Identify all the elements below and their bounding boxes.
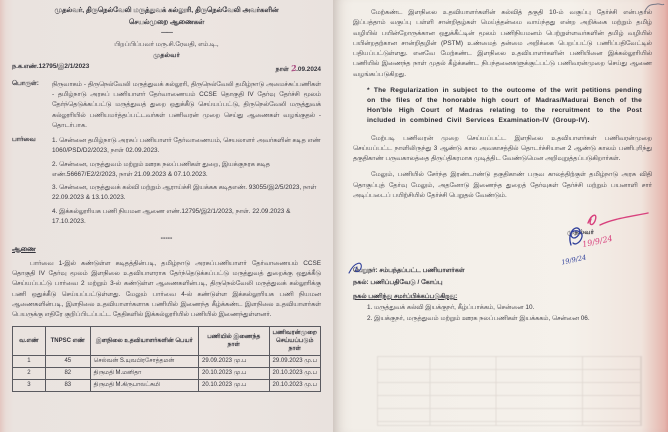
right-paragraph-3: மேலும், பணியில் சேர்ந்த இரண்டாண்டு தகுதிகாண் பருவ காலத்திற்குள் தமிழ்நாடு அரசு விதி தொகுப்புத் தேர்வு மேலும், அதனோடு இணைந்த துறைத் தேர்வுகள் தேர்ச்சி மற்றும் பயனாளி சார் அடிப்படைப் பயிற்சியில் தேர்ச்சி பெறுதல் வேண்டும்.: [353, 171, 652, 199]
table-cell-name: செல்வன் S.யுவபிரசோத்தமன்: [90, 355, 198, 367]
signature-blue: [561, 223, 595, 267]
right-paragraph-1: மேற்கண்ட இளநிலை உதவியாளர்களின் கல்வித் தகுதி 10-ம் வகுப்பு தேர்ச்சி என்பதால் இப்பத்தாம் வகுப்பு பள்ளி சான்றிதழ்கள் மெய்த்தன்மை வாய்ந்தது என்ற அறிக்கை மற்றும் தமிழ் வழியில் பயின்றோருக்கான ஒதுக்கீட்டின் மூலம் பணிநியமனம் பெற்றுள்ளவர்களின் தமிழ் வழியில் பயின்றதற்கான சான்றிதழின் (PSTM) உண்மைத் தன்மை அறிக்கை பெறப்பட்டு பணிப்பதிவேட்டில் பதியப்பட்டுள்ளது. எனவே மேற்கண்ட இளநிலை உதவியாளர்களின் பணியினை இக்கல்லூரியில் பணியில் இணைந்த நாள் முதல் கீழ்க்கண்ட நிபந்தனைகளுக்குட்பட்டு பணிவரன்முறை செய்து ஆணை வழங்கப்படுகிறது.: [353, 9, 652, 78]
subject-block: [12, 80, 321, 131]
table-header-cell: இளநிலை உதவியாளர்களின் பெயர்: [90, 327, 198, 355]
order-heading: ஆணை: [12, 246, 36, 253]
pink-signature-date: 19/9/24: [581, 234, 614, 250]
right-paragraph-2: மேற்படி பணிவரன் முறை செய்யப்பட்ட இளநிலை உதவியாளர்கள் பணிவரன்முறை செய்யப்பட்ட நாளிலிருந்து 3 ஆண்டு கால அவகாசத்தில் தொடர்ச்சியான 2 ஆண்டு காலம் பணிபுரிந்து தகுதிகாண் பருவகாலத்தை திருப்திகரமாக முடித்திட வேண்டுமென அறிவுறுத்தப்படுகிறார்கள்.: [353, 134, 652, 163]
header-divider: ——: [161, 29, 172, 37]
signatory-title: முதல்வர்: [567, 229, 594, 237]
table-row: [13, 379, 321, 391]
left-header-line1: முதல்வர், திருநெல்வேலி மருத்துவக் கல்லூரி, திருநெல்வேலி அவர்களின்: [54, 7, 279, 14]
order-paragraph: பார்வை 1-இல் கண்டுள்ள கடிதத்தின்படி, தமிழ்நாடு அரசுப்பணியாளர் தேர்வாணையம் CCSE தொகுதி IV தேர்வு மூலம் இளநிலை உதவியாளராக தேர்ந்தெடுக்கப்பட்டு மருத்துவத் துறைக்கு ஒதுக்கீடு செய்யப்பட்டு பார்வை 2 மற்றும் 3-ல் கண்டுள்ள ஆணைகளின்படி, திருநெல்வேலி மருத்துவக் கல்லூரிக்கு பணி ஒதுக்கீடு செய்யப்பட்டுள்ளது. மேலும் பார்வை 4-ல் கண்டுள்ள இக்கல்லூரியக பணி நியமன ஆணைகளின்படி, இளநிலை உதவியாளர்களாக பணியில் இணைந்த கீழ்க்கண்ட இளநிலை உதவியாளர்கள் பெயருக்கு எதிரே குறிப்பிடப்பட்ட தேதிகளில் இக்கல்லூரியில் பணியில் இணைந்துள்ளனர்.: [12, 259, 321, 319]
table-row: [13, 367, 321, 379]
officer-title: முதல்வர்: [153, 51, 180, 59]
left-header-line2: செயல்முறை ஆணைகள்: [128, 18, 205, 26]
table-cell-serial: 1: [13, 355, 46, 367]
subject-label: பொருள்:: [12, 79, 39, 87]
table-header-cell: பணிவரன்முறை செய்யப்படும் நாள்: [269, 327, 320, 355]
table-cell-tnpsc: 45: [45, 355, 90, 367]
to-line-text: பெறுநர்: சம்பந்தப்பட்ட பணியாளர்கள்: [353, 267, 465, 275]
table-cell-name: திருமதி M.மனிதா: [90, 367, 198, 379]
table-cell-serial: 3: [13, 379, 46, 391]
table-header-cell: TNPSC எண்: [45, 327, 90, 355]
blue-signature-scribble-icon: [561, 223, 595, 249]
blue-signature-date: 19/9/24: [560, 253, 587, 267]
table-header-cell: வ.எண்: [13, 327, 46, 355]
page-left: [0, 0, 333, 432]
reference-item: 3. சென்னை, மருத்துவக் கல்வி மற்றும் ஆராய்ச்சி இயக்கக கடிதஎண். 93055/இ2/5/2023, நாள் 22.09.2023 & 13.10.2023.: [52, 184, 317, 202]
date-label: நாள்: [275, 65, 289, 73]
references-label: பார்வை: [12, 136, 36, 143]
date-rest: .09.2024: [296, 65, 321, 73]
handwritten-date-digit: 2: [289, 62, 297, 74]
table-header-cell: பணியில் இணைந்த நாள்: [198, 327, 269, 355]
table-cell-name: திருமதி M.கிருபாலட்சுமி: [90, 379, 198, 391]
file-reference-number: ந.க.எண்.12795/இ2/1/2023: [12, 62, 90, 70]
subject-text: நிருவாகம் - திருநெல்வேலி மருத்துவக் கல்லூரி, திருநெல்வேலி தமிழ்நாடு அமைச்சுப்பணிகள் - தமிழ்நாடு அரசுப் பணியாளர் தேர்வாணையம் CCSE தொகுதி IV தேர்வு தேர்ச்சி மூலம் தேர்ந்தெடுக்கப்பட்டு மருத்துவத் துறை ஒதுக்கீடு செய்யப்பட்டு, திருநெல்வேலி மருத்துவக் கல்லூரியில் பணியமர்த்தப்பட்டவர்கள் பணிவரன் முறை செய்து ஆணைகள் வழங்குதல் - தொடர்பாக.: [52, 80, 321, 129]
reference-item: 2. சென்னை, மருத்துவம் மற்றும் ஊரக நலப்பணிகள் துறை, இயக்குநரக கடித எண்.56667/E2/2/2023, நாள் 21.09.2023 & 07.10.2023.: [52, 160, 270, 178]
corner-pen-mark: [643, 1, 665, 15]
table-cell-joined: 20.10.2023 மு.ப: [198, 367, 269, 379]
assistants-table: [12, 326, 321, 392]
reference-item: 1. சென்னை தமிழ்நாடு அரசுப் பணியாளர் தேர்வாணையம், செயலாளர் அவர்களின் கடித எண் 1060/PSD/D2/2023, நாள் 02.09.2023.: [52, 137, 321, 155]
english-regularization-note: * The Regularization in subject to the outcome of the writ petitions pending on the files of the honorable high court of Madras/Madurai Bench of the Hon'ble High Court of Madras relating to the recruitment to the Post included in combined Civil Services Examination-IV (Group-IV).: [367, 86, 642, 125]
table-cell-regularized: 29.09.2023 மு.ப: [269, 355, 320, 367]
date-line: [276, 63, 321, 74]
blue-pen-loop-icon: [347, 260, 371, 276]
section-divider: -----: [160, 235, 173, 242]
references-block: [12, 136, 321, 230]
bleed-through-ghost-table: [377, 356, 642, 426]
copy-line: நகல்: பணிப்பதிவேடு / கோப்பு: [353, 279, 443, 287]
table-header-row: [13, 327, 321, 355]
table-cell-tnpsc: 82: [45, 367, 90, 379]
table-row: [13, 355, 321, 367]
submitted-heading: நகல் பணிந்து சமர்ப்பிக்கப்படுகிறது:: [353, 293, 458, 301]
reference-number-row: [12, 63, 321, 74]
table-cell-joined: 20.10.2023 மு.ப: [198, 379, 269, 391]
page-right: [333, 0, 668, 432]
officer-name-line: பிறப்பிப்பவர் மரு.சி.ரேவதி, எம்.டி.,: [114, 40, 219, 48]
reference-item: 4. இக்கல்லூரியக பணி நியமன ஆணை எண்.12795/இ2/1/2023, நாள். 22.09.2023 & 17.10.2023.: [52, 207, 291, 225]
table-cell-tnpsc: 83: [45, 379, 90, 391]
references-list: [52, 136, 321, 230]
signature-zone: [353, 207, 652, 267]
table-cell-serial: 2: [13, 367, 46, 379]
submitted-item: 1. மருத்துவக் கல்வி இயக்குநர், கீழ்ப்பாக்கம், சென்னை 10.: [367, 304, 535, 312]
table-cell-regularized: 20.10.2023 மு.ப: [269, 367, 320, 379]
table-cell-regularized: 20.10.2023 மு.ப: [269, 379, 320, 391]
table-cell-joined: 29.09.2023 மு.ப: [198, 355, 269, 367]
to-line: [353, 267, 652, 275]
submitted-item: 2. இயக்குநர், மருத்துவம் மற்றும் ஊரக நலப்பணிகள் இயக்ககம், சென்னை 06.: [367, 315, 590, 323]
